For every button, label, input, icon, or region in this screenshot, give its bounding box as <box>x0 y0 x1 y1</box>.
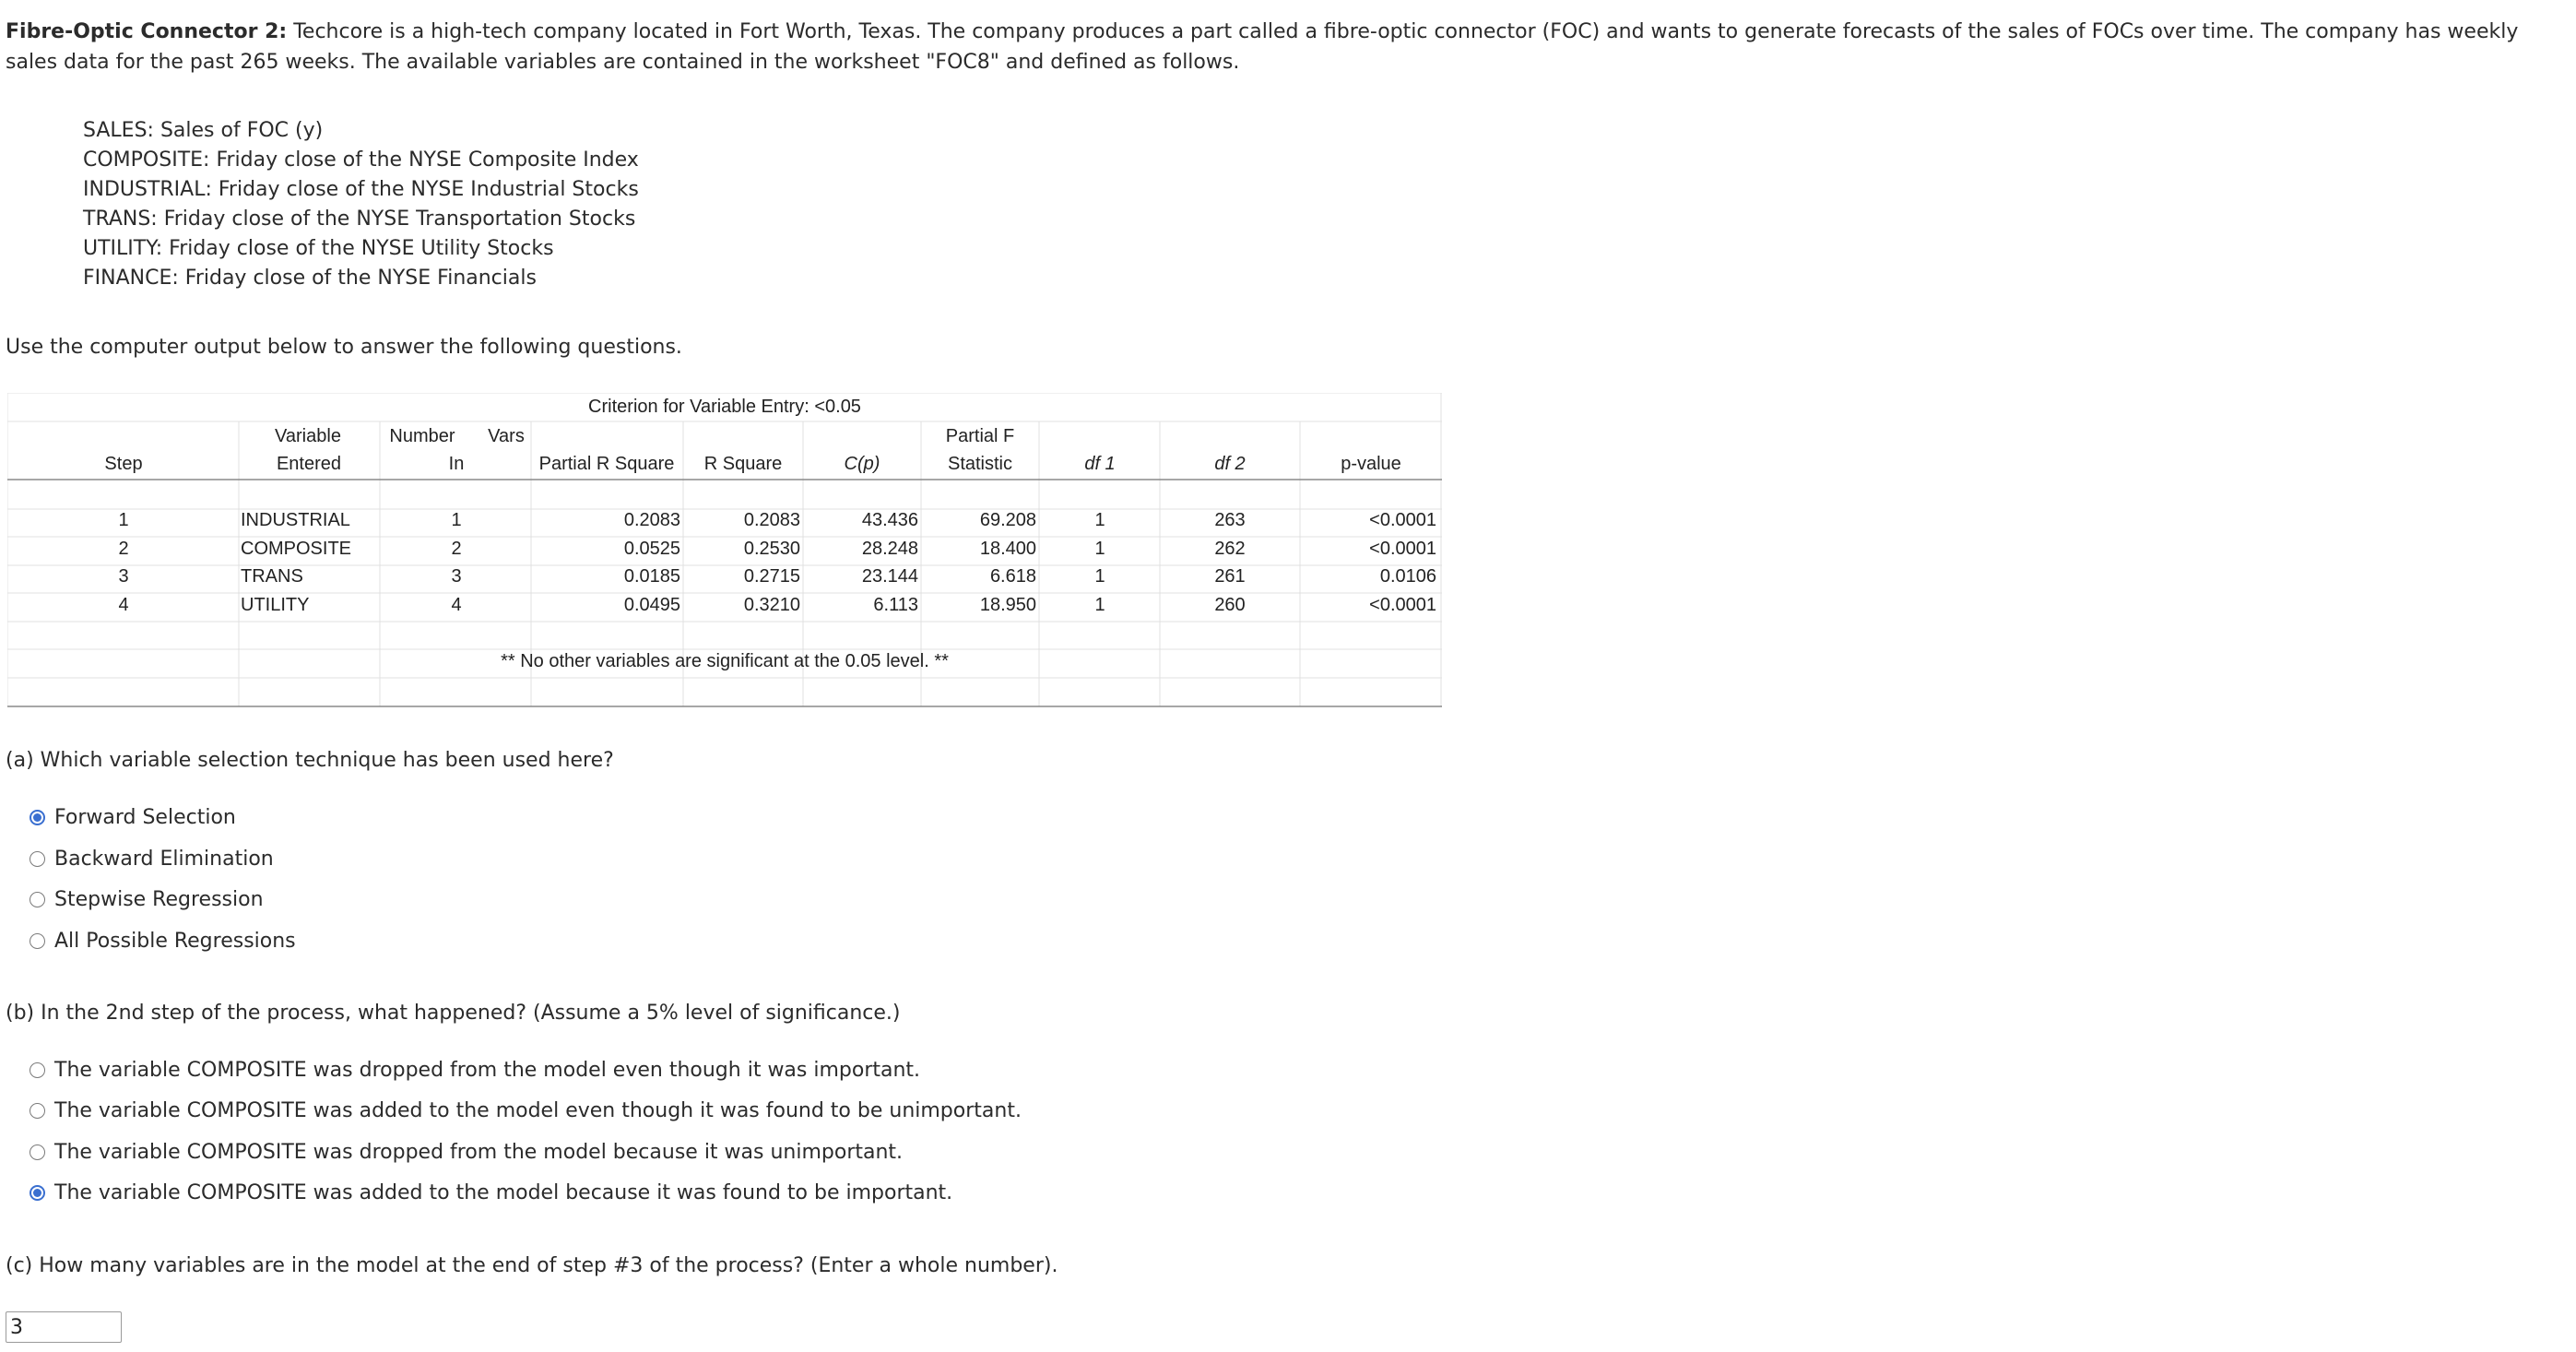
cell-df2: 261 <box>1214 566 1246 587</box>
cell-partial-r-square: 0.0525 <box>623 539 680 559</box>
option-label: Stepwise Regression <box>54 888 264 911</box>
header-variable-top: Variable <box>275 426 341 446</box>
header-p-value: p-value <box>1341 454 1401 474</box>
header-df1: df 1 <box>1084 454 1116 474</box>
variable-definition: TRANS: Friday close of the NYSE Transportation Stocks <box>83 208 636 231</box>
header-df2: df 2 <box>1214 454 1246 474</box>
cell-step: 3 <box>118 566 129 587</box>
cell-cp: 43.436 <box>861 510 918 530</box>
option-label: The variable COMPOSITE was added to the model because it was found to be important. <box>54 1181 953 1204</box>
cell-number: 3 <box>451 566 462 587</box>
variable-definition: SALES: Sales of FOC (y) <box>83 119 324 142</box>
cell-partial-f: 69.208 <box>979 510 1036 530</box>
cell-partial-r-square: 0.0185 <box>623 566 680 587</box>
header-number-bottom: In <box>448 454 465 474</box>
header-vars-top: Vars <box>488 426 525 446</box>
cell-cp: 28.248 <box>861 539 918 559</box>
cell-r-square: 0.2530 <box>743 539 800 559</box>
header-cp: C(p) <box>844 454 880 474</box>
cell-step: 4 <box>118 595 129 615</box>
option-label: Forward Selection <box>54 806 236 829</box>
cell-p-value: <0.0001 <box>1369 595 1436 615</box>
header-variable-bottom: Entered <box>276 454 342 474</box>
radio-button[interactable] <box>30 810 45 825</box>
cell-df1: 1 <box>1094 510 1105 530</box>
cell-partial-f: 6.618 <box>989 566 1036 587</box>
radio-button[interactable] <box>30 1062 45 1078</box>
cell-variable: COMPOSITE <box>241 539 352 559</box>
cell-number: 2 <box>451 539 462 559</box>
variable-definition: UTILITY: Friday close of the NYSE Utility Stocks <box>83 237 554 260</box>
variable-definitions <box>83 116 639 293</box>
variable-definition: INDUSTRIAL: Friday close of the NYSE Industrial Stocks <box>83 178 639 201</box>
cell-partial-f: 18.950 <box>979 595 1036 615</box>
cell-number: 1 <box>451 510 462 530</box>
header-partial-f-top: Partial F <box>945 426 1015 446</box>
cell-df2: 260 <box>1214 595 1246 615</box>
cell-df1: 1 <box>1094 595 1105 615</box>
cell-step: 1 <box>118 510 129 530</box>
question-a-label: (a) Which variable selection technique has been used here? <box>6 749 614 772</box>
qb-option-1[interactable] <box>30 1059 920 1082</box>
cell-partial-r-square: 0.2083 <box>623 510 680 530</box>
cell-variable: TRANS <box>241 566 303 587</box>
option-label: Backward Elimination <box>54 848 274 871</box>
radio-button[interactable] <box>30 892 45 907</box>
cell-df2: 262 <box>1214 539 1246 559</box>
cell-cp: 23.144 <box>861 566 918 587</box>
regression-output-table <box>7 393 1442 708</box>
question-c-label: (c) How many variables are in the model at the end of step #3 of the process? (Enter a whole number). <box>6 1254 1058 1277</box>
radio-button[interactable] <box>30 851 45 867</box>
instruction-text: Use the computer output below to answer the following questions. <box>6 336 682 359</box>
cell-cp: 6.113 <box>873 595 918 615</box>
header-step: Step <box>104 454 143 474</box>
qa-option-all-possible-regressions[interactable] <box>30 930 296 953</box>
cell-r-square: 0.3210 <box>743 595 800 615</box>
cell-partial-r-square: 0.0495 <box>623 595 680 615</box>
cell-number: 4 <box>451 595 462 615</box>
cell-partial-f: 18.400 <box>979 539 1036 559</box>
qa-option-backward-elimination[interactable] <box>30 848 274 871</box>
header-partial-r-square: Partial R Square <box>538 454 675 474</box>
radio-button[interactable] <box>30 1103 45 1119</box>
header-r-square: R Square <box>703 454 783 474</box>
variable-definition: FINANCE: Friday close of the NYSE Financials <box>83 267 537 290</box>
problem-intro <box>6 17 2570 77</box>
header-number-top: Number <box>389 426 455 446</box>
cell-p-value: <0.0001 <box>1369 510 1436 530</box>
question-b-label: (b) In the 2nd step of the process, what happened? (Assume a 5% level of significance.) <box>6 1002 901 1025</box>
cell-r-square: 0.2083 <box>743 510 800 530</box>
radio-button[interactable] <box>30 1185 45 1201</box>
option-label: The variable COMPOSITE was dropped from the model because it was unimportant. <box>54 1141 904 1164</box>
cell-p-value: <0.0001 <box>1369 539 1436 559</box>
table-footnote: ** No other variables are significant at the 0.05 level. ** <box>501 651 949 671</box>
cell-variable: UTILITY <box>241 595 310 615</box>
radio-button[interactable] <box>30 1144 45 1160</box>
qa-option-stepwise-regression[interactable] <box>30 888 264 911</box>
qb-option-2[interactable] <box>30 1099 1022 1122</box>
radio-button[interactable] <box>30 933 45 949</box>
option-label: The variable COMPOSITE was dropped from the model even though it was important. <box>54 1059 921 1082</box>
cell-p-value: 0.0106 <box>1379 566 1436 587</box>
cell-df1: 1 <box>1094 539 1105 559</box>
problem-intro-text: Techcore is a high-tech company located in Fort Worth, Texas. The company produces a part called a fibre-optic connector (FOC) and wants to generate forecasts of the sales of FOCs over time. The company has weekly sales data for the past 265 weeks. The available variables are contained in the worksheet "FOC8" and defined as follows. <box>6 20 2519 74</box>
qa-option-forward-selection[interactable] <box>30 806 236 829</box>
variable-definition: COMPOSITE: Friday close of the NYSE Composite Index <box>83 148 639 172</box>
cell-df1: 1 <box>1094 566 1105 587</box>
cell-df2: 263 <box>1214 510 1246 530</box>
option-label: All Possible Regressions <box>54 930 296 953</box>
cell-step: 2 <box>118 539 129 559</box>
qb-option-4[interactable] <box>30 1181 952 1204</box>
cell-r-square: 0.2715 <box>743 566 800 587</box>
header-partial-f-bottom: Statistic <box>947 454 1013 474</box>
option-label: The variable COMPOSITE was added to the model even though it was found to be unimportant. <box>54 1099 1022 1122</box>
criterion-label: Criterion for Variable Entry: <0.05 <box>588 397 861 417</box>
cell-variable: INDUSTRIAL <box>241 510 350 530</box>
answer-input[interactable] <box>6 1311 122 1343</box>
qb-option-3[interactable] <box>30 1141 903 1164</box>
problem-title: Fibre-Optic Connector 2: <box>6 20 288 43</box>
